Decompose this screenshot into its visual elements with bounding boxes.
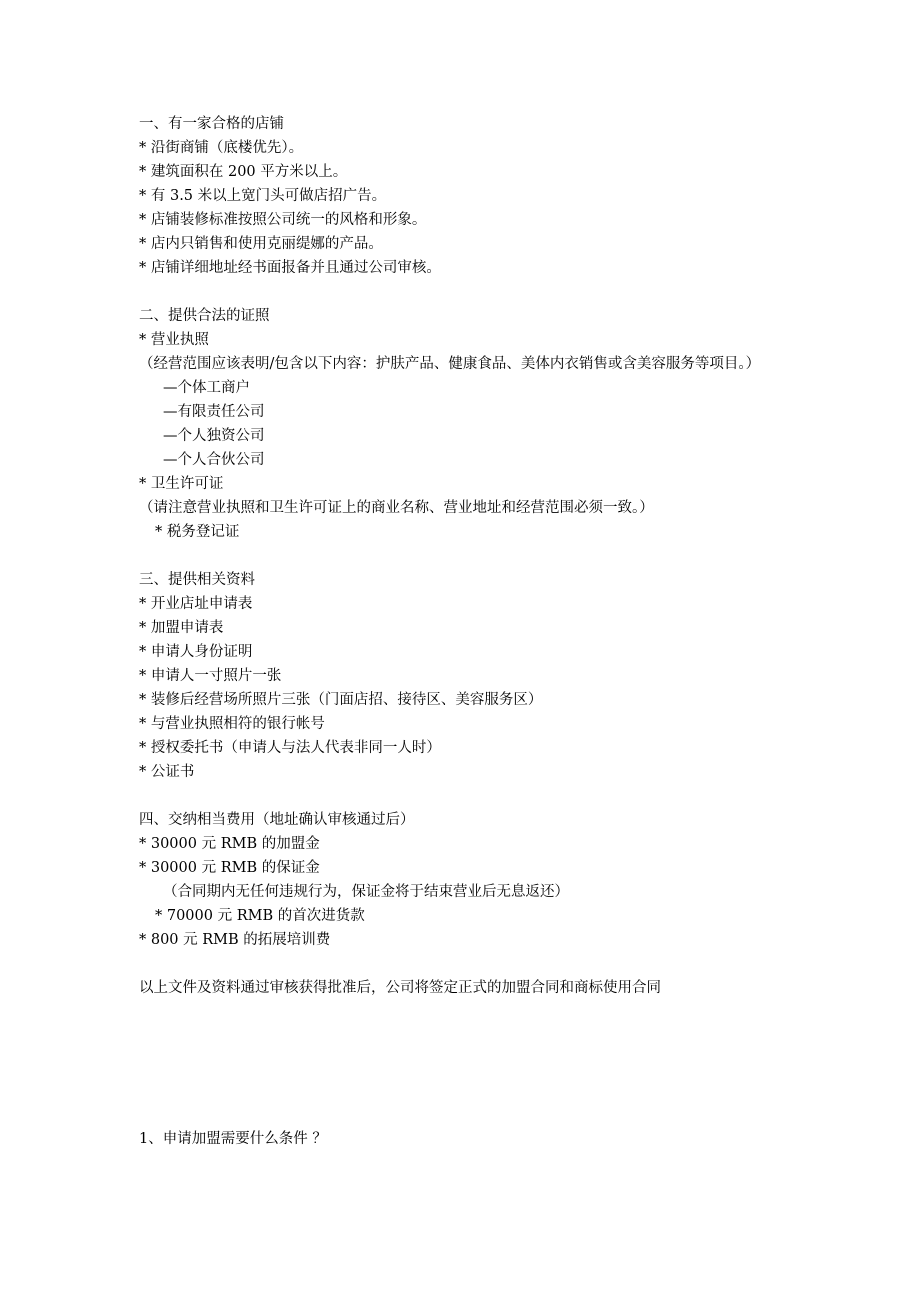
conclusion-text: 以上文件及资料通过审核获得批准后，公司将签定正式的加盟合同和商标使用合同 (139, 980, 661, 996)
section-3-item: * 公证书 (139, 764, 195, 780)
fee-item: * 30000 元 RMB 的保证金 (139, 860, 320, 876)
section-1-item: * 店铺详细地址经书面报备并且通过公司审核。 (139, 260, 441, 276)
spacer (139, 544, 839, 568)
section-3-item: * 申请人身份证明 (139, 644, 253, 660)
fee-item: * 70000 元 RMB 的首次进货款 (155, 908, 365, 924)
section-3-item: * 与营业执照相符的银行帐号 (139, 716, 325, 732)
fee-item: * 30000 元 RMB 的加盟金 (139, 836, 320, 852)
section-1-item: * 店铺装修标准按照公司统一的风格和形象。 (139, 212, 427, 228)
section-1-item: * 建筑面积在 200 平方米以上。 (139, 164, 348, 180)
spacer (139, 952, 839, 976)
business-license-note: （经营范围应该表明/包含以下内容：护肤产品、健康食品、美体内衣销售或含美容服务等项目。） (139, 356, 761, 372)
section-3-item: * 开业店址申请表 (139, 596, 253, 612)
section-1-item: * 沿街商铺（底楼优先）。 (139, 140, 304, 156)
section-1-item: * 有 3.5 米以上宽门头可做店招广告。 (139, 188, 387, 204)
question-heading: 1、申请加盟需要什么条件 ？ (139, 1131, 327, 1147)
company-type-item: —个体工商户 (163, 380, 250, 396)
business-license-item: * 营业执照 (139, 332, 209, 348)
document-body (139, 112, 839, 1000)
section-4-title: 四、交纳相当费用（地址确认审核通过后） (139, 812, 415, 828)
section-1-item: * 店内只销售和使用克丽缇娜的产品。 (139, 236, 383, 252)
fee-note: （合同期内无任何违规行为，保证金将于结束营业后无息返还） (163, 884, 569, 900)
spacer (139, 280, 839, 304)
company-type-item: —有限责任公司 (163, 404, 265, 420)
section-3-title: 三、提供相关资料 (139, 572, 255, 588)
section-3-item: * 申请人一寸照片一张 (139, 668, 282, 684)
tax-registration-item: * 税务登记证 (155, 524, 240, 540)
section-2-title: 二、提供合法的证照 (139, 308, 270, 324)
company-type-item: —个人合伙公司 (163, 452, 265, 468)
health-permit-note: （请注意营业执照和卫生许可证上的商业名称、营业地址和经营范围必须一致。） (139, 500, 654, 516)
spacer (139, 784, 839, 808)
section-1-title: 一、有一家合格的店铺 (139, 116, 284, 132)
health-permit-item: * 卫生许可证 (139, 476, 224, 492)
company-type-item: —个人独资公司 (163, 428, 265, 444)
section-3-item: * 加盟申请表 (139, 620, 224, 636)
section-3-item: * 授权委托书（申请人与法人代表非同一人时） (139, 740, 441, 756)
fee-item: * 800 元 RMB 的拓展培训费 (139, 932, 331, 948)
section-3-item: * 装修后经营场所照片三张（门面店招、接待区、美容服务区） (139, 692, 543, 708)
